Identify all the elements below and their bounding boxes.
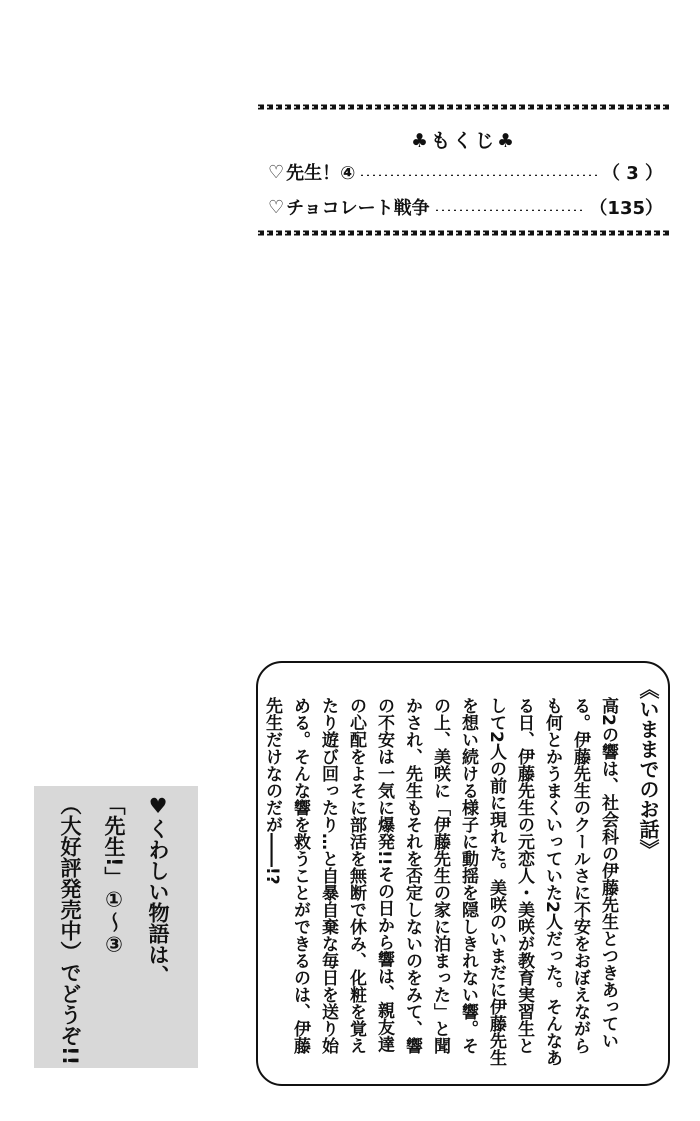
series-promo-note (34, 786, 198, 1068)
promo-line-1: ♥くわしい物語は、 (146, 794, 170, 986)
decorative-rule-top (258, 102, 670, 112)
toc-entry-chocolate-war[interactable] (268, 194, 663, 220)
decorative-rule-bottom (258, 228, 670, 238)
toc-entry-page: （ 3 ） (601, 163, 663, 184)
toc-entry-page: （135） (589, 198, 663, 219)
story-title: 《いままでのお話》 (636, 679, 660, 859)
toc-entry-title: チョコレート戦争 (286, 198, 430, 219)
toc-title: ♣もくじ♣ (410, 130, 518, 152)
dot-leader (359, 174, 598, 176)
table-of-contents (258, 102, 670, 238)
heart-outline-icon: ♡ (268, 196, 285, 218)
promo-line-2: 「先生!」①〜③ (102, 794, 126, 957)
heart-outline-icon: ♡ (268, 161, 285, 183)
story-so-far-box (256, 661, 670, 1086)
promo-line-3: （大好評発売中）でどうぞ!! (58, 794, 82, 1066)
toc-entry-sensei-4[interactable] (268, 159, 663, 185)
story-summary-text: 高2の響は、社会科の伊藤先生とつきあっている。伊藤先生のクールさに不安をおぼえながらも何とかうまくいっていた2人だった。そんなある日、伊藤先生の元恋人・美咲が教育実習生として2人の前に現れた。美咲のいまだに伊藤先生を想い続ける様子に動揺を隠しきれない響。その上、美咲に「伊藤先生の家に泊まった」と聞かされ、先生もそれを否定しないのをみて、響の不安は一気に爆発!!その日から響は、親友達の心配をよそに部活を無断で休み、化粧を覚えたり遊び回ったり…と自暴自棄な毎日を送り始める。そんな響を救うことができるのは、伊藤先生だけなのだが――!? (262, 697, 618, 1066)
dot-leader (434, 209, 586, 211)
toc-entry-title: 先生！④ (286, 163, 356, 184)
